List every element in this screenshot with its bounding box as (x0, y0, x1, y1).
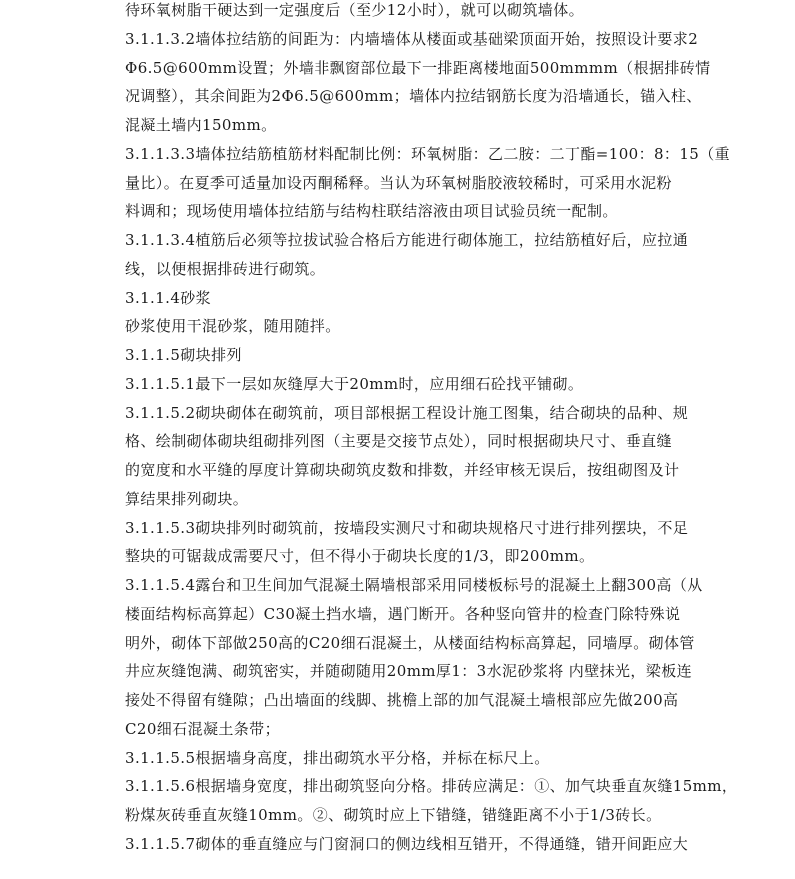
text-line: 3.1.1.5.7砌体的垂直缝应与门窗洞口的侧边线相互错开，不得通缝，错开间距应大 (125, 835, 689, 853)
text-line: 粉煤灰砖垂直灰缝10mm。②、砌筑时应上下错缝，错缝距离不小于1/3砖长。 (125, 806, 662, 824)
text-line: 3.1.1.5.6根据墙身宽度，排出砌筑竖向分格。排砖应满足：①、加气块垂直灰缝15mm， (125, 777, 738, 795)
text-line: 3.1.1.5.5根据墙身高度，排出砌筑水平分格，并标在标尺上。 (125, 749, 550, 767)
text-line: 接处不得留有缝隙；凸出墙面的线脚、挑檐上部的加气混凝土墙根部应先做200高 (125, 691, 679, 709)
text-line: 楼面结构标高算起）C30凝土挡水墙，遇门断开。各种竖向管井的检查门除特殊说 (125, 605, 681, 623)
text-line: 整块的可锯裁成需要尺寸，但不得小于砌块长度的1/3，即200mm。 (125, 547, 595, 565)
section-heading: 3.1.1.5砌块排列 (125, 346, 242, 364)
text-line: 3.1.1.5.2砌块砌体在砌筑前，项目部根据工程设计施工图集，结合砌块的品种、规 (125, 404, 689, 422)
text-line: 线，以便根据排砖进行砌筑。 (125, 260, 326, 278)
text-line: C20细石混凝土条带； (125, 720, 280, 738)
text-line: 料调和；现场使用墙体拉结筋与结构柱联结溶液由项目试验员统一配制。 (125, 202, 618, 220)
text-line: 3.1.1.5.4露台和卫生间加气混凝土隔墙根部采用同楼板标号的混凝土上翻300高（从 (125, 576, 703, 594)
text-line: Φ6.5@600mm设置；外墙非飘窗部位最下一排距离楼地面500mmmm（根据排砖情 (125, 59, 711, 77)
text-line: 3.1.1.3.2墙体拉结筋的间距为：内墙墙体从楼面或基础梁顶面开始，按照设计要求2 (125, 30, 699, 48)
text-line: 3.1.1.5.3砌块排列时砌筑前，按墙段实测尺寸和砌块规格尺寸进行排列摆块，不足 (125, 519, 689, 537)
text-line: 明外，砌体下部做250高的C20细石混凝土，从楼面结构标高算起，同墙厚。砌体管 (125, 634, 695, 652)
text-line: 格、绘制砌体砌块组砌排列图（主要是交接节点处），同时根据砌块尺寸、垂直缝 (125, 432, 672, 450)
text-line: 井应灰缝饱满、砌筑密实，并随砌随用20mm厚1：3水泥砂浆将 内壁抹光，梁板连 (125, 662, 692, 680)
section-heading: 3.1.1.4砂浆 (125, 289, 212, 307)
text-line: 的宽度和水平缝的厚度计算砌块砌筑皮数和排数，并经审核无误后，按组砌图及计 (125, 461, 680, 479)
text-line: 砂浆使用干混砂浆，随用随拌。 (125, 317, 341, 335)
text-line: 3.1.1.3.4植筋后必须等拉拔试验合格后方能进行砌体施工，拉结筋植好后，应拉通 (125, 231, 689, 249)
text-line: 待环氧树脂干硬达到一定强度后（至少12小时），就可以砌筑墙体。 (125, 1, 584, 19)
text-line: 量比）。在夏季可适量加设丙酮稀释。当认为环氧树脂胶液较稀时，可采用水泥粉 (125, 174, 672, 192)
text-line: 3.1.1.3.3墙体拉结筋植筋材料配制比例：环氧树脂：乙二胺：二丁酯=100：8：15（重 (125, 145, 731, 163)
text-line: 况调整），其余间距为2Φ6.5@600mm；墙体内拉结钢筋长度为沿墙通长，锚入柱、 (125, 87, 702, 105)
text-line: 3.1.1.5.1最下一层如灰缝厚大于20mm时，应用细石砼找平铺砌。 (125, 375, 584, 393)
text-line: 混凝土墙内150mm。 (125, 116, 277, 134)
text-line: 算结果排列砌块。 (125, 490, 249, 508)
